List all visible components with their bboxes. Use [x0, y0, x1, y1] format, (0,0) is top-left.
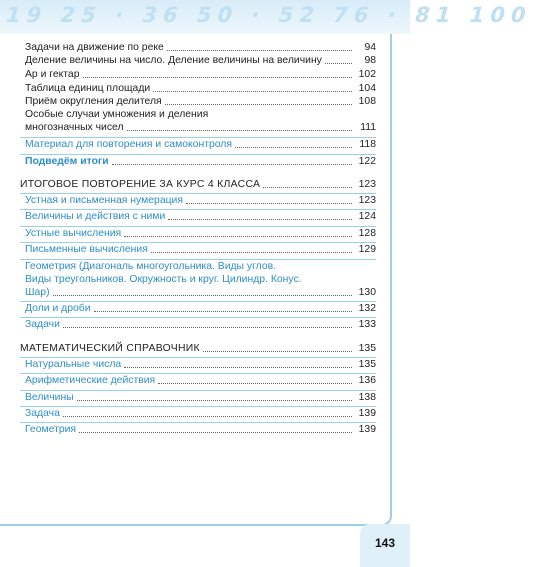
toc-entry-page: 124 — [358, 211, 376, 222]
toc-entry[interactable] — [25, 392, 376, 404]
toc-entry[interactable] — [25, 83, 376, 95]
dot-leader — [325, 63, 352, 64]
toc-entry-page: 118 — [359, 139, 376, 150]
dot-leader — [203, 351, 352, 352]
toc-entry-page: 138 — [358, 392, 376, 403]
toc-entry-title: Устная и письменная нумерация — [25, 195, 183, 206]
toc-entry[interactable] — [25, 359, 376, 371]
dot-leader — [235, 147, 352, 148]
toc-entry-page: 94 — [364, 42, 376, 53]
toc-entry-title: Задачи — [25, 319, 60, 330]
dot-leader — [167, 50, 352, 51]
toc-entry-title: Шар) — [25, 287, 50, 298]
dot-leader — [53, 295, 352, 296]
toc-entry-page: 133 — [358, 319, 376, 330]
toc-section-title: МАТЕМАТИЧЕСКИЙ СПРАВОЧНИК — [20, 343, 200, 354]
toc-entry-title: Устные вычисления — [25, 228, 122, 239]
toc-entry-title: Задача — [25, 408, 60, 419]
toc-entry-line1[interactable] — [25, 109, 376, 121]
dot-leader — [77, 400, 352, 401]
toc-entry-page: 135 — [358, 359, 376, 370]
toc-entry[interactable] — [25, 156, 376, 168]
toc-entry-title: Ар и гектар — [25, 69, 80, 80]
toc-entry-page: 136 — [358, 375, 376, 386]
toc-entry-page: 122 — [358, 156, 376, 167]
divider — [20, 242, 376, 243]
toc-entry[interactable] — [25, 122, 376, 134]
toc-entry-page: 129 — [358, 244, 376, 255]
divider — [20, 193, 376, 194]
dot-leader — [263, 187, 352, 188]
toc-entry[interactable] — [25, 319, 376, 331]
divider — [20, 373, 376, 374]
toc-entry-title: Геометрия — [25, 424, 77, 435]
toc-entry-title: Деление величины на число. Деление величины на величину — [25, 55, 322, 66]
toc-entry-page: 128 — [358, 228, 376, 239]
toc-entry-title: Письменные вычисления — [25, 244, 148, 255]
toc-entry[interactable] — [25, 55, 376, 67]
dot-leader — [165, 104, 352, 105]
page-number: 143 — [375, 536, 396, 550]
dot-leader — [158, 383, 352, 384]
divider — [20, 406, 376, 407]
dot-leader — [186, 203, 352, 204]
toc-entry-page: 139 — [358, 424, 376, 435]
toc-entry-page: 98 — [364, 55, 376, 66]
toc-entry-title: Доли и дроби — [25, 303, 91, 314]
toc-entry-title: многозначных чисел — [25, 122, 124, 133]
toc-entry-title: Особые случаи умножения и деления — [25, 109, 209, 120]
toc-entry[interactable] — [25, 42, 376, 54]
toc-entry[interactable] — [25, 139, 376, 151]
toc-entry-page: 102 — [358, 69, 376, 80]
toc-entry[interactable] — [25, 424, 376, 436]
toc-entry[interactable] — [25, 211, 376, 223]
header-numbers-decoration: 19 25 · 36 50 · 52 76 · 81 100 — [3, 3, 534, 27]
toc-entry-title: Подведём итоги — [25, 156, 109, 167]
toc-entry-page: 132 — [358, 303, 376, 314]
dot-leader — [124, 236, 352, 237]
toc-entry[interactable] — [25, 244, 376, 256]
toc-entry[interactable] — [25, 228, 376, 240]
toc-entry[interactable] — [25, 96, 376, 108]
toc-entry-title: Виды треугольников. Окружность и круг. Цилиндр. Конус. — [25, 274, 302, 285]
divider — [20, 301, 376, 302]
divider — [20, 226, 376, 227]
divider — [20, 137, 376, 138]
toc-entry-page: 130 — [358, 287, 376, 298]
dot-leader — [63, 327, 352, 328]
toc-entry-title: Величины — [25, 392, 74, 403]
toc-entry-title: Задачи на движение по реке — [25, 42, 164, 53]
toc-entry-line1[interactable] — [25, 261, 376, 273]
toc-entry-page: 104 — [358, 83, 376, 94]
divider — [20, 357, 376, 358]
toc-entry-title: Материал для повторения и самоконтроля — [25, 139, 232, 150]
toc-entry[interactable] — [25, 287, 376, 299]
toc-section-title: ИТОГОВОЕ ПОВТОРЕНИЕ ЗА КУРС 4 КЛАССА — [20, 179, 261, 190]
divider — [20, 259, 376, 260]
toc-entry-page: 108 — [358, 96, 376, 107]
divider — [20, 422, 376, 423]
dot-leader — [153, 91, 352, 92]
toc-entry[interactable] — [25, 69, 376, 81]
toc-entry-title: Геометрия (Диагональ многоугольника. Виды углов. — [25, 261, 277, 272]
toc-entry[interactable] — [25, 195, 376, 207]
dot-leader — [79, 432, 352, 433]
toc-entry-line2[interactable] — [25, 274, 376, 286]
dot-leader — [124, 367, 352, 368]
toc-entry-page: 139 — [358, 408, 376, 419]
toc-entry-title: Величины и действия с ними — [25, 211, 166, 222]
divider — [20, 209, 376, 210]
toc-entry-page: 111 — [360, 122, 376, 133]
toc-entry[interactable] — [25, 408, 376, 420]
toc-section-page: 135 — [358, 343, 376, 354]
dot-leader — [168, 219, 352, 220]
toc-section-heading[interactable] — [20, 179, 376, 191]
dot-leader — [112, 164, 352, 165]
dot-leader — [151, 252, 352, 253]
divider — [20, 154, 376, 155]
toc-entry-title: Приём округления делителя — [25, 96, 162, 107]
toc-entry[interactable] — [25, 303, 376, 315]
toc-entry[interactable] — [25, 375, 376, 387]
dot-leader — [63, 416, 352, 417]
toc-entry-title: Натуральные числа — [25, 359, 122, 370]
toc-entry-title: Арифметические действия — [25, 375, 156, 386]
dot-leader — [94, 311, 352, 312]
divider — [20, 317, 376, 318]
toc-entry-page: 123 — [358, 195, 376, 206]
toc-entry-title: Таблица единиц площади — [25, 83, 151, 94]
dot-leader — [83, 77, 353, 78]
dot-leader — [127, 130, 352, 131]
toc-section-heading[interactable] — [20, 343, 376, 355]
divider — [20, 390, 376, 391]
toc-section-page: 123 — [358, 179, 376, 190]
